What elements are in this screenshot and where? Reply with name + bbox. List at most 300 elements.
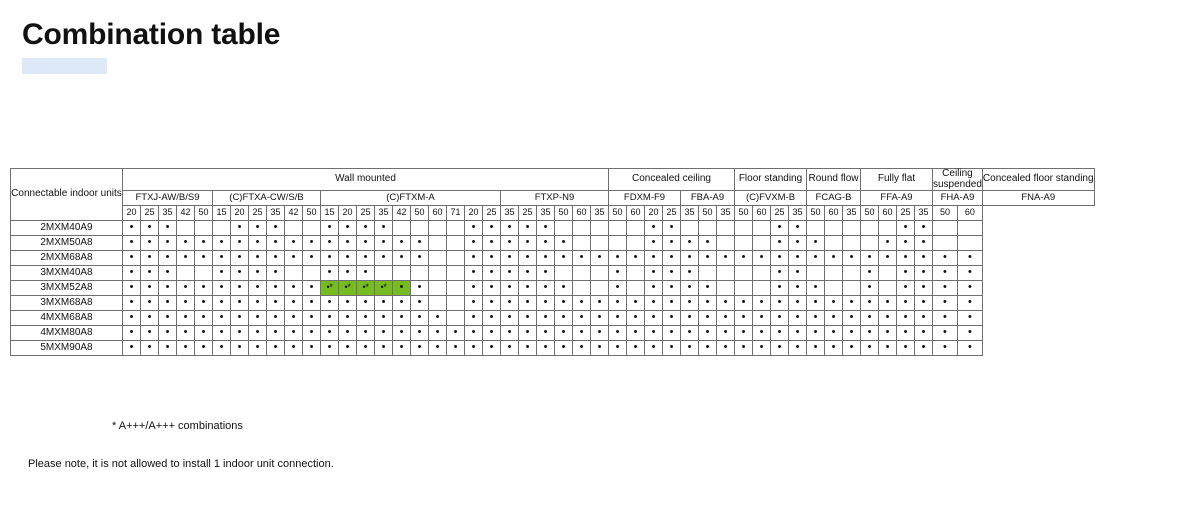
cell	[663, 311, 681, 326]
cell	[555, 266, 573, 281]
cell	[249, 236, 267, 251]
cell	[177, 281, 195, 296]
cell	[699, 281, 717, 296]
cell	[609, 236, 627, 251]
cell	[429, 236, 447, 251]
cell	[609, 341, 627, 356]
cell	[861, 296, 879, 311]
cell	[879, 296, 897, 311]
cell	[879, 311, 897, 326]
header-group-3: Round flow	[807, 169, 861, 191]
cell	[897, 341, 915, 356]
header-family-4: FDXM-F9	[609, 191, 681, 206]
cell	[123, 266, 141, 281]
cell	[213, 266, 231, 281]
cell	[933, 326, 958, 341]
cell	[231, 251, 249, 266]
cell	[141, 221, 159, 236]
cell	[957, 311, 982, 326]
header-capacity-39: 60	[825, 206, 843, 221]
cell	[231, 236, 249, 251]
cell	[411, 221, 429, 236]
cell	[933, 281, 958, 296]
cell	[357, 296, 375, 311]
cell	[213, 236, 231, 251]
header-row-families	[11, 191, 1095, 206]
cell	[195, 341, 213, 356]
row-label: 5MXM90A8	[11, 341, 123, 356]
cell	[213, 326, 231, 341]
cell	[411, 311, 429, 326]
cell	[537, 311, 555, 326]
cell	[573, 236, 591, 251]
cell	[447, 266, 465, 281]
cell	[519, 251, 537, 266]
cell	[321, 221, 339, 236]
cell	[825, 236, 843, 251]
cell	[411, 266, 429, 281]
header-capacity-40: 35	[843, 206, 861, 221]
cell	[699, 311, 717, 326]
header-capacity-30: 25	[663, 206, 681, 221]
row-label: 3MXM52A8	[11, 281, 123, 296]
cell	[375, 266, 393, 281]
cell	[771, 251, 789, 266]
row-label: 2MXM50A8	[11, 236, 123, 251]
cell	[303, 281, 321, 296]
cell	[249, 221, 267, 236]
cell	[159, 221, 177, 236]
cell	[375, 221, 393, 236]
title-highlight-bar	[22, 58, 107, 74]
cell	[699, 326, 717, 341]
cell	[357, 221, 375, 236]
cell	[915, 341, 933, 356]
cell	[717, 221, 735, 236]
cell	[537, 281, 555, 296]
header-capacity-33: 35	[717, 206, 735, 221]
table-row	[11, 221, 1095, 236]
cell	[267, 296, 285, 311]
cell	[645, 251, 663, 266]
cell	[213, 281, 231, 296]
cell	[843, 251, 861, 266]
cell	[843, 326, 861, 341]
cell	[627, 221, 645, 236]
cell	[663, 266, 681, 281]
cell	[393, 311, 411, 326]
table-row	[11, 326, 1095, 341]
cell	[483, 326, 501, 341]
cell	[177, 341, 195, 356]
cell	[159, 236, 177, 251]
cell	[753, 251, 771, 266]
cell	[249, 281, 267, 296]
cell	[555, 326, 573, 341]
cell	[501, 281, 519, 296]
header-capacity-22: 25	[519, 206, 537, 221]
cell	[627, 251, 645, 266]
cell	[645, 236, 663, 251]
cell	[843, 221, 861, 236]
cell	[663, 341, 681, 356]
cell	[195, 221, 213, 236]
cell	[483, 311, 501, 326]
cell	[339, 296, 357, 311]
header-capacity-4: 50	[195, 206, 213, 221]
cell	[465, 251, 483, 266]
cell	[897, 266, 915, 281]
cell	[393, 326, 411, 341]
cell	[159, 266, 177, 281]
cell	[789, 296, 807, 311]
cell	[807, 236, 825, 251]
cell	[879, 281, 897, 296]
cell	[897, 281, 915, 296]
header-capacity-21: 35	[501, 206, 519, 221]
header-capacity-9: 42	[285, 206, 303, 221]
cell	[411, 326, 429, 341]
table-row	[11, 296, 1095, 311]
cell	[915, 221, 933, 236]
header-family-8: FFA-A9	[861, 191, 933, 206]
cell	[285, 326, 303, 341]
header-capacity-43: 25	[897, 206, 915, 221]
table-row	[11, 266, 1095, 281]
cell	[789, 266, 807, 281]
cell	[501, 266, 519, 281]
cell	[339, 281, 357, 296]
header-family-9: FHA-A9	[933, 191, 983, 206]
cell	[555, 341, 573, 356]
cell	[591, 326, 609, 341]
cell	[267, 221, 285, 236]
cell	[915, 311, 933, 326]
cell	[861, 266, 879, 281]
cell	[699, 236, 717, 251]
corner-label: Connectable indoor units	[11, 169, 123, 221]
cell	[789, 221, 807, 236]
header-capacity-14: 35	[375, 206, 393, 221]
cell	[555, 311, 573, 326]
cell	[357, 311, 375, 326]
cell	[141, 281, 159, 296]
cell	[411, 236, 429, 251]
cell	[393, 266, 411, 281]
cell	[159, 251, 177, 266]
cell	[501, 341, 519, 356]
cell	[213, 341, 231, 356]
cell	[357, 236, 375, 251]
header-capacity-25: 60	[573, 206, 591, 221]
cell	[843, 296, 861, 311]
cell	[195, 281, 213, 296]
cell	[447, 341, 465, 356]
cell	[177, 266, 195, 281]
cell	[429, 266, 447, 281]
cell	[627, 341, 645, 356]
header-capacity-27: 50	[609, 206, 627, 221]
header-capacity-0: 20	[123, 206, 141, 221]
cell	[717, 296, 735, 311]
cell	[537, 221, 555, 236]
cell	[843, 266, 861, 281]
cell	[807, 326, 825, 341]
cell	[231, 296, 249, 311]
cell	[249, 311, 267, 326]
cell	[393, 296, 411, 311]
cell	[483, 221, 501, 236]
cell	[735, 236, 753, 251]
cell	[789, 251, 807, 266]
cell	[645, 281, 663, 296]
cell	[429, 326, 447, 341]
cell	[753, 266, 771, 281]
cell	[483, 251, 501, 266]
cell	[933, 266, 958, 281]
cell	[861, 221, 879, 236]
cell	[897, 236, 915, 251]
cell	[501, 311, 519, 326]
cell	[159, 341, 177, 356]
cell	[789, 341, 807, 356]
cell	[555, 221, 573, 236]
cell	[321, 326, 339, 341]
cell	[303, 251, 321, 266]
cell	[195, 311, 213, 326]
cell	[879, 221, 897, 236]
cell	[609, 266, 627, 281]
cell	[465, 266, 483, 281]
cell	[717, 326, 735, 341]
cell	[735, 251, 753, 266]
cell	[321, 341, 339, 356]
header-capacity-17: 60	[429, 206, 447, 221]
cell	[303, 296, 321, 311]
cell	[735, 266, 753, 281]
cell	[465, 296, 483, 311]
cell	[141, 326, 159, 341]
cell	[591, 251, 609, 266]
cell	[591, 266, 609, 281]
cell	[771, 266, 789, 281]
cell	[537, 296, 555, 311]
cell	[663, 326, 681, 341]
header-capacity-18: 71	[447, 206, 465, 221]
cell	[285, 251, 303, 266]
cell	[195, 296, 213, 311]
cell	[897, 311, 915, 326]
cell	[663, 296, 681, 311]
cell	[375, 311, 393, 326]
cell	[627, 326, 645, 341]
cell	[465, 236, 483, 251]
cell	[807, 266, 825, 281]
cell	[933, 341, 958, 356]
table-header	[11, 169, 1095, 221]
header-family-3: FTXP-N9	[501, 191, 609, 206]
cell	[339, 266, 357, 281]
cell	[231, 311, 249, 326]
cell	[717, 236, 735, 251]
cell	[771, 311, 789, 326]
cell	[573, 311, 591, 326]
cell	[843, 341, 861, 356]
cell	[519, 296, 537, 311]
cell	[141, 341, 159, 356]
header-capacity-3: 42	[177, 206, 195, 221]
header-group-0: Wall mounted	[123, 169, 609, 191]
cell	[645, 266, 663, 281]
cell	[843, 311, 861, 326]
cell	[519, 221, 537, 236]
cell	[411, 251, 429, 266]
cell	[519, 326, 537, 341]
cell	[249, 341, 267, 356]
cell	[627, 296, 645, 311]
cell	[321, 266, 339, 281]
cell	[609, 281, 627, 296]
cell	[429, 296, 447, 311]
header-capacity-15: 42	[393, 206, 411, 221]
cell	[609, 221, 627, 236]
cell	[465, 221, 483, 236]
cell	[933, 296, 958, 311]
header-family-6: (C)FVXM-B	[735, 191, 807, 206]
cell	[267, 326, 285, 341]
cell	[195, 326, 213, 341]
header-capacity-46: 60	[957, 206, 982, 221]
cell	[375, 341, 393, 356]
cell	[735, 281, 753, 296]
cell	[321, 311, 339, 326]
table-row	[11, 341, 1095, 356]
header-capacity-13: 25	[357, 206, 375, 221]
cell	[699, 266, 717, 281]
cell	[447, 251, 465, 266]
cell	[627, 236, 645, 251]
cell	[123, 236, 141, 251]
table-row	[11, 311, 1095, 326]
cell	[663, 251, 681, 266]
cell	[789, 311, 807, 326]
cell	[681, 221, 699, 236]
note-text: Please note, it is not allowed to install 1 indoor unit connection.	[28, 458, 334, 470]
cell	[249, 296, 267, 311]
cell	[717, 266, 735, 281]
cell	[357, 266, 375, 281]
cell	[879, 251, 897, 266]
cell	[897, 221, 915, 236]
cell	[267, 251, 285, 266]
cell	[519, 281, 537, 296]
cell	[573, 251, 591, 266]
cell	[123, 341, 141, 356]
cell	[663, 221, 681, 236]
cell	[465, 326, 483, 341]
cell	[825, 326, 843, 341]
cell	[771, 236, 789, 251]
cell	[879, 341, 897, 356]
cell	[357, 251, 375, 266]
cell	[825, 221, 843, 236]
cell	[573, 281, 591, 296]
cell	[231, 221, 249, 236]
cell	[753, 311, 771, 326]
header-group-6: Concealed floor standing	[982, 169, 1094, 191]
cell	[303, 311, 321, 326]
cell	[123, 326, 141, 341]
cell	[321, 296, 339, 311]
cell	[501, 251, 519, 266]
cell	[609, 296, 627, 311]
cell	[717, 281, 735, 296]
header-capacity-35: 60	[753, 206, 771, 221]
cell	[537, 251, 555, 266]
cell	[681, 326, 699, 341]
header-capacity-31: 35	[681, 206, 699, 221]
cell	[627, 266, 645, 281]
cell	[825, 296, 843, 311]
table-row	[11, 236, 1095, 251]
table-row	[11, 251, 1095, 266]
cell	[519, 236, 537, 251]
cell	[447, 326, 465, 341]
header-group-5: Ceiling suspended	[933, 168, 982, 190]
header-family-2: (C)FTXM-A	[321, 191, 501, 206]
cell	[537, 341, 555, 356]
cell	[267, 341, 285, 356]
cell	[285, 281, 303, 296]
cell	[555, 296, 573, 311]
cell	[861, 326, 879, 341]
cell	[573, 221, 591, 236]
header-capacity-23: 35	[537, 206, 555, 221]
header-row-capacities	[11, 206, 1095, 221]
cell	[267, 281, 285, 296]
cell	[357, 326, 375, 341]
cell	[357, 281, 375, 296]
cell	[897, 296, 915, 311]
cell	[177, 311, 195, 326]
cell	[825, 266, 843, 281]
cell	[573, 266, 591, 281]
cell	[957, 326, 982, 341]
cell	[753, 221, 771, 236]
header-capacity-37: 35	[789, 206, 807, 221]
cell	[591, 221, 609, 236]
cell	[825, 341, 843, 356]
header-capacity-41: 50	[861, 206, 879, 221]
cell	[843, 281, 861, 296]
header-capacity-11: 15	[321, 206, 339, 221]
header-family-5: FBA-A9	[681, 191, 735, 206]
header-row-groups	[11, 169, 1095, 191]
cell	[573, 326, 591, 341]
cell	[213, 251, 231, 266]
cell	[501, 326, 519, 341]
cell	[879, 326, 897, 341]
header-capacity-16: 50	[411, 206, 429, 221]
cell	[159, 311, 177, 326]
cell	[933, 251, 958, 266]
header-capacity-10: 50	[303, 206, 321, 221]
cell	[627, 311, 645, 326]
cell	[303, 221, 321, 236]
cell	[429, 281, 447, 296]
cell	[753, 296, 771, 311]
cell	[957, 221, 982, 236]
